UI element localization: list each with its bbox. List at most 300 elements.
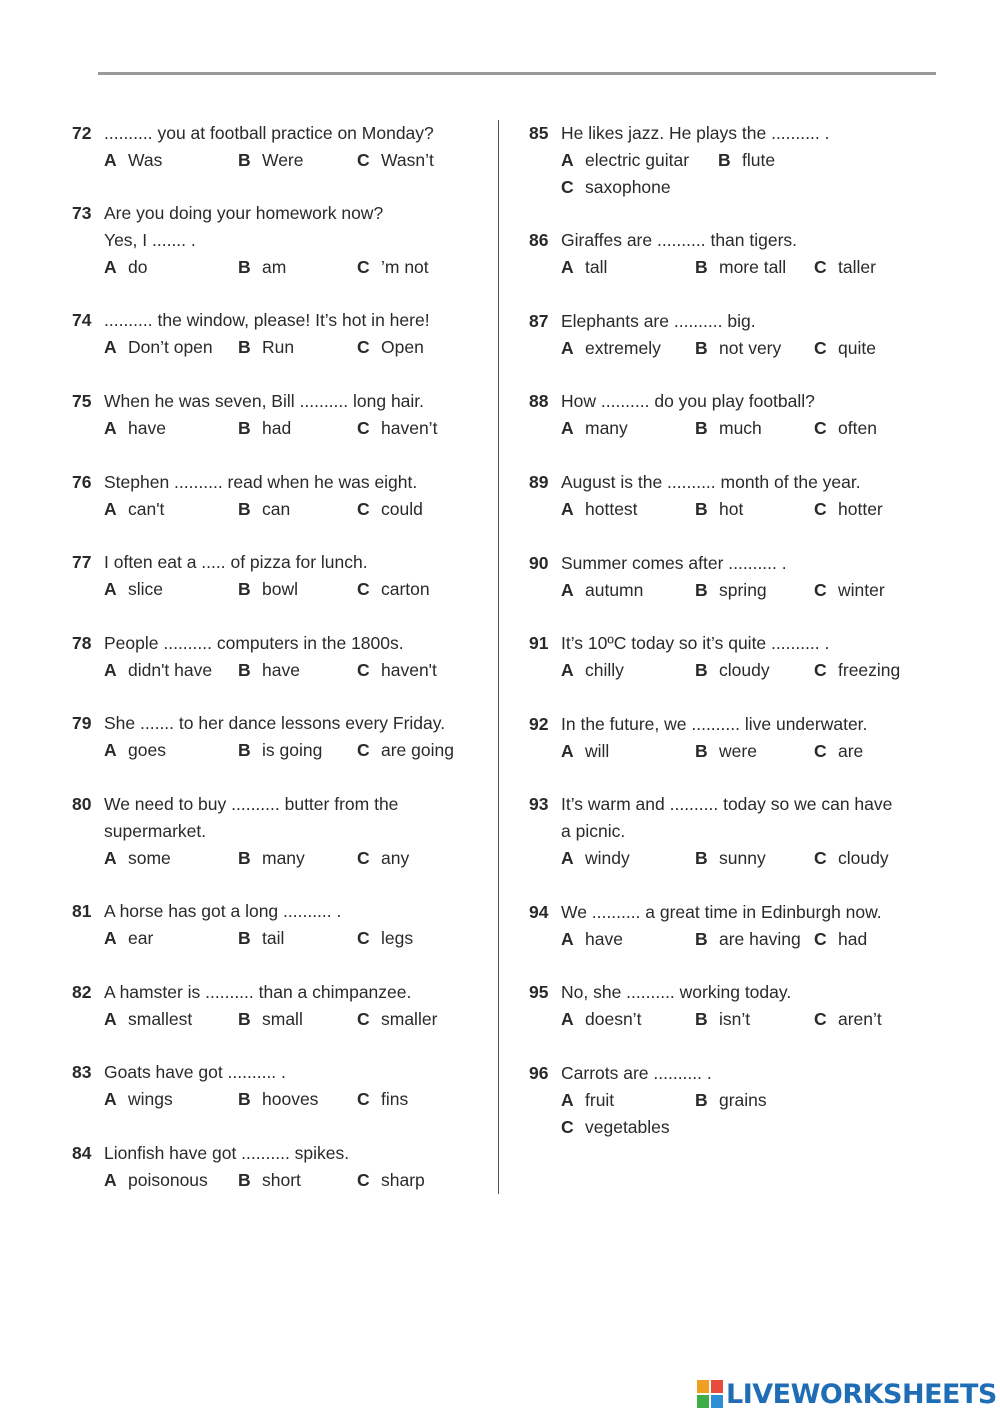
answer-option-b[interactable] bbox=[695, 1087, 767, 1114]
options-row bbox=[529, 415, 949, 442]
option-text: Open bbox=[381, 337, 424, 357]
option-letter: A bbox=[561, 257, 574, 277]
option-letter: B bbox=[238, 1009, 251, 1029]
question-75 bbox=[72, 388, 492, 442]
answer-option-a[interactable] bbox=[104, 147, 162, 174]
question-text: a picnic. bbox=[561, 821, 626, 841]
option-text: can bbox=[262, 499, 291, 519]
option-letter: C bbox=[814, 848, 827, 868]
option-text: hot bbox=[719, 499, 744, 519]
options-row bbox=[72, 254, 492, 281]
question-number: 73 bbox=[72, 203, 92, 223]
options-row bbox=[72, 925, 492, 952]
option-letter: A bbox=[104, 928, 117, 948]
liveworksheets-logo-icon bbox=[697, 1380, 723, 1408]
question-number: 94 bbox=[529, 902, 549, 922]
option-letter: B bbox=[695, 1009, 708, 1029]
option-letter: A bbox=[561, 150, 574, 170]
answer-option-c[interactable] bbox=[814, 657, 900, 684]
answer-option-c[interactable] bbox=[814, 254, 876, 281]
question-text: Summer comes after .......... . bbox=[561, 553, 787, 573]
question-number: 78 bbox=[72, 633, 92, 653]
option-text: any bbox=[381, 848, 410, 868]
question-text: Goats have got .......... . bbox=[104, 1062, 286, 1082]
answer-option-a[interactable] bbox=[561, 926, 623, 953]
answer-option-a[interactable] bbox=[561, 845, 630, 872]
question-text: It’s 10ºC today so it’s quite .......... . bbox=[561, 633, 830, 653]
option-text: tail bbox=[262, 928, 285, 948]
option-text: are bbox=[838, 741, 864, 761]
options-row bbox=[72, 147, 492, 174]
option-letter: C bbox=[357, 418, 370, 438]
answer-option-a[interactable] bbox=[561, 415, 628, 442]
option-text: have bbox=[585, 929, 623, 949]
option-letter: B bbox=[695, 418, 708, 438]
question-line bbox=[72, 979, 492, 1006]
options-row bbox=[72, 1167, 492, 1194]
question-number: 86 bbox=[529, 230, 549, 250]
answer-option-a[interactable] bbox=[561, 1006, 641, 1033]
question-line bbox=[72, 898, 492, 925]
option-letter: B bbox=[718, 150, 731, 170]
option-text: ’m not bbox=[381, 257, 429, 277]
answer-option-c[interactable] bbox=[814, 415, 877, 442]
option-letter: A bbox=[104, 1009, 117, 1029]
question-line bbox=[72, 388, 492, 415]
answer-option-c[interactable] bbox=[357, 576, 430, 603]
option-text: smallest bbox=[128, 1009, 193, 1029]
answer-option-c[interactable] bbox=[357, 1086, 408, 1113]
question-line bbox=[529, 791, 949, 818]
option-text: haven't bbox=[381, 660, 437, 680]
option-text: tall bbox=[585, 257, 608, 277]
question-text: .......... the window, please! It’s hot in here! bbox=[104, 310, 430, 330]
option-text: Wasn’t bbox=[381, 150, 434, 170]
question-text: We .......... a great time in Edinburgh now. bbox=[561, 902, 882, 922]
question-text: Giraffes are .......... than tigers. bbox=[561, 230, 798, 250]
question-74 bbox=[72, 307, 492, 361]
option-text: am bbox=[262, 257, 287, 277]
answer-option-b[interactable] bbox=[238, 1167, 301, 1194]
option-text: grains bbox=[719, 1090, 767, 1110]
option-letter: C bbox=[814, 580, 827, 600]
option-text: had bbox=[838, 929, 868, 949]
option-letter: B bbox=[238, 257, 251, 277]
question-72 bbox=[72, 120, 492, 174]
question-line bbox=[72, 120, 492, 147]
question-line bbox=[72, 818, 492, 845]
answer-option-a[interactable] bbox=[561, 496, 638, 523]
question-90 bbox=[529, 550, 949, 604]
option-text: many bbox=[585, 418, 628, 438]
option-text: poisonous bbox=[128, 1170, 208, 1190]
options-row bbox=[72, 415, 492, 442]
question-text: It’s warm and .......... today so we can have bbox=[561, 794, 893, 814]
option-text: windy bbox=[585, 848, 630, 868]
answer-option-a[interactable] bbox=[104, 737, 166, 764]
answer-option-b[interactable] bbox=[238, 657, 300, 684]
question-number: 87 bbox=[529, 311, 549, 331]
question-number: 89 bbox=[529, 472, 549, 492]
question-number: 72 bbox=[72, 123, 92, 143]
option-text: Run bbox=[262, 337, 295, 357]
option-letter: A bbox=[561, 660, 574, 680]
question-84 bbox=[72, 1140, 492, 1194]
answer-option-c[interactable] bbox=[357, 1167, 425, 1194]
option-letter: B bbox=[695, 660, 708, 680]
option-text: autumn bbox=[585, 580, 644, 600]
question-number: 77 bbox=[72, 552, 92, 572]
answer-option-b[interactable] bbox=[238, 415, 291, 442]
answer-option-a[interactable] bbox=[104, 845, 171, 872]
option-text: freezing bbox=[838, 660, 901, 680]
options-row bbox=[72, 576, 492, 603]
question-line bbox=[72, 630, 492, 657]
option-text: some bbox=[128, 848, 171, 868]
option-letter: B bbox=[238, 660, 251, 680]
answer-option-c[interactable] bbox=[814, 335, 876, 362]
options-row bbox=[529, 1114, 949, 1141]
answer-option-c[interactable] bbox=[814, 926, 867, 953]
answer-option-c[interactable] bbox=[357, 1006, 437, 1033]
question-text: He likes jazz. He plays the .......... . bbox=[561, 123, 830, 143]
option-letter: B bbox=[238, 150, 251, 170]
answer-option-b[interactable] bbox=[238, 576, 298, 603]
question-77 bbox=[72, 549, 492, 603]
question-number: 84 bbox=[72, 1143, 92, 1163]
answer-option-a[interactable] bbox=[561, 577, 643, 604]
answer-option-a[interactable] bbox=[104, 415, 166, 442]
answer-option-b[interactable] bbox=[695, 577, 767, 604]
question-89 bbox=[529, 469, 949, 523]
answer-option-c[interactable] bbox=[357, 147, 434, 174]
answer-option-c[interactable] bbox=[357, 254, 429, 281]
option-text: carton bbox=[381, 579, 430, 599]
question-line bbox=[529, 227, 949, 254]
option-letter: B bbox=[238, 740, 251, 760]
question-text: Stephen .......... read when he was eight. bbox=[104, 472, 418, 492]
question-line bbox=[72, 791, 492, 818]
options-row bbox=[72, 334, 492, 361]
answer-option-c[interactable] bbox=[357, 334, 424, 361]
option-letter: B bbox=[238, 1170, 251, 1190]
option-text: fins bbox=[381, 1089, 409, 1109]
option-letter: A bbox=[104, 337, 117, 357]
option-letter: C bbox=[357, 660, 370, 680]
question-92 bbox=[529, 711, 949, 765]
answer-option-a[interactable] bbox=[561, 1087, 614, 1114]
answer-option-c[interactable] bbox=[357, 496, 423, 523]
option-letter: C bbox=[357, 150, 370, 170]
option-letter: C bbox=[357, 257, 370, 277]
option-text: flute bbox=[742, 150, 776, 170]
answer-option-b[interactable] bbox=[238, 1086, 318, 1113]
answer-option-a[interactable] bbox=[104, 254, 147, 281]
question-line bbox=[72, 549, 492, 576]
options-row bbox=[72, 737, 492, 764]
option-letter: B bbox=[238, 1089, 251, 1109]
question-line bbox=[529, 1060, 949, 1087]
option-letter: C bbox=[561, 1117, 574, 1137]
question-80 bbox=[72, 791, 492, 872]
options-row bbox=[529, 738, 949, 765]
answer-option-a[interactable] bbox=[104, 334, 213, 361]
option-letter: A bbox=[104, 1170, 117, 1190]
question-76 bbox=[72, 469, 492, 523]
option-letter: A bbox=[561, 1090, 574, 1110]
question-line bbox=[529, 899, 949, 926]
question-line bbox=[72, 1140, 492, 1167]
options-row bbox=[529, 657, 949, 684]
option-letter: C bbox=[357, 1170, 370, 1190]
question-text: In the future, we .......... live underwater. bbox=[561, 714, 868, 734]
answer-option-c[interactable] bbox=[814, 845, 889, 872]
option-text: are having bbox=[719, 929, 801, 949]
question-number: 82 bbox=[72, 982, 92, 1002]
question-line bbox=[72, 1059, 492, 1086]
option-letter: A bbox=[104, 257, 117, 277]
question-text: People .......... computers in the 1800s. bbox=[104, 633, 404, 653]
option-letter: B bbox=[695, 741, 708, 761]
answer-option-b[interactable] bbox=[695, 496, 743, 523]
question-79 bbox=[72, 710, 492, 764]
answer-option-a[interactable] bbox=[104, 1086, 173, 1113]
answer-option-b[interactable] bbox=[695, 657, 770, 684]
answer-option-b[interactable] bbox=[238, 845, 305, 872]
option-text: vegetables bbox=[585, 1117, 670, 1137]
column-divider bbox=[498, 120, 499, 1194]
answer-option-a[interactable] bbox=[104, 496, 164, 523]
option-letter: C bbox=[357, 928, 370, 948]
question-95 bbox=[529, 979, 949, 1033]
option-letter: A bbox=[561, 848, 574, 868]
option-letter: B bbox=[695, 338, 708, 358]
option-letter: B bbox=[238, 579, 251, 599]
option-text: could bbox=[381, 499, 423, 519]
question-text: .......... you at football practice on Monday? bbox=[104, 123, 434, 143]
options-row bbox=[529, 254, 949, 281]
answer-option-c[interactable] bbox=[357, 657, 437, 684]
options-row bbox=[72, 1006, 492, 1033]
option-letter: C bbox=[814, 499, 827, 519]
option-letter: B bbox=[695, 1090, 708, 1110]
option-letter: C bbox=[357, 848, 370, 868]
question-number: 91 bbox=[529, 633, 549, 653]
answer-option-c[interactable] bbox=[814, 738, 863, 765]
option-text: spring bbox=[719, 580, 767, 600]
answer-option-a[interactable] bbox=[561, 254, 607, 281]
question-93 bbox=[529, 791, 949, 872]
options-row bbox=[529, 926, 949, 953]
answer-option-b[interactable] bbox=[718, 147, 775, 174]
question-number: 74 bbox=[72, 310, 92, 330]
answer-option-b[interactable] bbox=[238, 1006, 303, 1033]
question-text: She ....... to her dance lessons every Friday. bbox=[104, 713, 446, 733]
answer-option-c[interactable] bbox=[561, 1114, 670, 1141]
option-text: aren’t bbox=[838, 1009, 882, 1029]
question-number: 96 bbox=[529, 1063, 549, 1083]
answer-option-a[interactable] bbox=[561, 335, 661, 362]
option-letter: A bbox=[104, 499, 117, 519]
question-line bbox=[529, 979, 949, 1006]
question-line bbox=[529, 308, 949, 335]
options-row bbox=[529, 1006, 949, 1033]
option-text: bowl bbox=[262, 579, 298, 599]
question-line bbox=[529, 388, 949, 415]
option-text: ear bbox=[128, 928, 154, 948]
liveworksheets-brand[interactable] bbox=[697, 1377, 997, 1411]
option-text: were bbox=[719, 741, 757, 761]
option-text: cloudy bbox=[838, 848, 889, 868]
question-number: 92 bbox=[529, 714, 549, 734]
option-text: didn't have bbox=[128, 660, 213, 680]
option-text: cloudy bbox=[719, 660, 770, 680]
answer-option-b[interactable] bbox=[238, 147, 304, 174]
question-line bbox=[72, 710, 492, 737]
option-letter: C bbox=[357, 1009, 370, 1029]
option-letter: A bbox=[561, 580, 574, 600]
answer-option-c[interactable] bbox=[814, 577, 885, 604]
answer-option-c[interactable] bbox=[561, 174, 671, 201]
top-divider bbox=[98, 72, 936, 75]
option-text: extremely bbox=[585, 338, 661, 358]
option-letter: B bbox=[695, 580, 708, 600]
question-text: No, she .......... working today. bbox=[561, 982, 792, 1002]
option-letter: A bbox=[561, 338, 574, 358]
options-row bbox=[72, 657, 492, 684]
option-letter: A bbox=[561, 1009, 574, 1029]
question-text: I often eat a ..... of pizza for lunch. bbox=[104, 552, 368, 572]
option-text: electric guitar bbox=[585, 150, 690, 170]
option-letter: C bbox=[814, 660, 827, 680]
option-letter: C bbox=[814, 418, 827, 438]
options-row bbox=[529, 335, 949, 362]
options-row bbox=[529, 1087, 949, 1114]
option-text: is going bbox=[262, 740, 323, 760]
option-text: can't bbox=[128, 499, 165, 519]
question-text: Elephants are .......... big. bbox=[561, 311, 756, 331]
answer-option-c[interactable] bbox=[357, 415, 437, 442]
options-row bbox=[529, 577, 949, 604]
answer-option-a[interactable] bbox=[104, 1167, 208, 1194]
question-91 bbox=[529, 630, 949, 684]
answer-option-b[interactable] bbox=[695, 254, 786, 281]
option-letter: A bbox=[104, 418, 117, 438]
answer-option-b[interactable] bbox=[695, 738, 757, 765]
answer-option-b[interactable] bbox=[695, 1006, 750, 1033]
option-letter: A bbox=[561, 929, 574, 949]
question-text: When he was seven, Bill .......... long hair. bbox=[104, 391, 425, 411]
option-text: short bbox=[262, 1170, 301, 1190]
options-row bbox=[529, 496, 949, 523]
answer-option-b[interactable] bbox=[695, 335, 781, 362]
question-88 bbox=[529, 388, 949, 442]
question-line bbox=[529, 120, 949, 147]
question-text: Carrots are .......... . bbox=[561, 1063, 712, 1083]
answer-option-b[interactable] bbox=[238, 737, 322, 764]
answer-option-a[interactable] bbox=[104, 657, 212, 684]
answer-option-a[interactable] bbox=[561, 657, 624, 684]
answer-option-a[interactable] bbox=[104, 1006, 192, 1033]
question-73 bbox=[72, 200, 492, 281]
question-number: 80 bbox=[72, 794, 92, 814]
option-letter: B bbox=[238, 418, 251, 438]
option-letter: C bbox=[814, 257, 827, 277]
options-row bbox=[72, 1086, 492, 1113]
option-text: goes bbox=[128, 740, 166, 760]
option-letter: B bbox=[238, 848, 251, 868]
answer-option-b[interactable] bbox=[695, 845, 766, 872]
option-letter: C bbox=[814, 338, 827, 358]
answer-option-a[interactable] bbox=[561, 147, 689, 174]
question-number: 75 bbox=[72, 391, 92, 411]
answer-option-c[interactable] bbox=[357, 737, 454, 764]
answer-option-b[interactable] bbox=[238, 254, 286, 281]
question-line bbox=[529, 818, 949, 845]
option-letter: C bbox=[357, 337, 370, 357]
question-line bbox=[72, 200, 492, 227]
option-letter: B bbox=[238, 499, 251, 519]
options-row bbox=[529, 845, 949, 872]
answer-option-b[interactable] bbox=[695, 415, 762, 442]
options-row bbox=[529, 174, 949, 201]
answer-option-b[interactable] bbox=[238, 496, 290, 523]
option-letter: C bbox=[357, 499, 370, 519]
question-line bbox=[529, 711, 949, 738]
option-text: have bbox=[262, 660, 300, 680]
option-text: Was bbox=[128, 150, 163, 170]
question-number: 85 bbox=[529, 123, 549, 143]
option-text: winter bbox=[838, 580, 885, 600]
question-line bbox=[529, 469, 949, 496]
question-81 bbox=[72, 898, 492, 952]
answer-option-c[interactable] bbox=[357, 845, 409, 872]
question-line bbox=[72, 307, 492, 334]
answer-option-a[interactable] bbox=[561, 738, 609, 765]
option-letter: A bbox=[104, 579, 117, 599]
question-line bbox=[72, 227, 492, 254]
option-text: saxophone bbox=[585, 177, 671, 197]
option-text: hottest bbox=[585, 499, 638, 519]
option-letter: A bbox=[561, 418, 574, 438]
answer-option-c[interactable] bbox=[814, 496, 883, 523]
question-text: A horse has got a long .......... . bbox=[104, 901, 342, 921]
question-text: Yes, I ....... . bbox=[104, 230, 196, 250]
answer-option-a[interactable] bbox=[104, 925, 153, 952]
option-text: taller bbox=[838, 257, 876, 277]
option-text: quite bbox=[838, 338, 876, 358]
answer-option-c[interactable] bbox=[357, 925, 413, 952]
answer-option-b[interactable] bbox=[238, 925, 284, 952]
option-text: wings bbox=[128, 1089, 173, 1109]
option-text: often bbox=[838, 418, 877, 438]
option-text: haven’t bbox=[381, 418, 438, 438]
answer-option-b[interactable] bbox=[695, 926, 801, 953]
question-text: How .......... do you play football? bbox=[561, 391, 815, 411]
options-row bbox=[72, 845, 492, 872]
question-number: 90 bbox=[529, 553, 549, 573]
question-86 bbox=[529, 227, 949, 281]
option-letter: C bbox=[814, 1009, 827, 1029]
answer-option-b[interactable] bbox=[238, 334, 294, 361]
option-text: Were bbox=[262, 150, 304, 170]
answer-option-a[interactable] bbox=[104, 576, 163, 603]
option-text: sunny bbox=[719, 848, 766, 868]
answer-option-c[interactable] bbox=[814, 1006, 882, 1033]
question-83 bbox=[72, 1059, 492, 1113]
options-row bbox=[72, 496, 492, 523]
option-text: isn’t bbox=[719, 1009, 751, 1029]
